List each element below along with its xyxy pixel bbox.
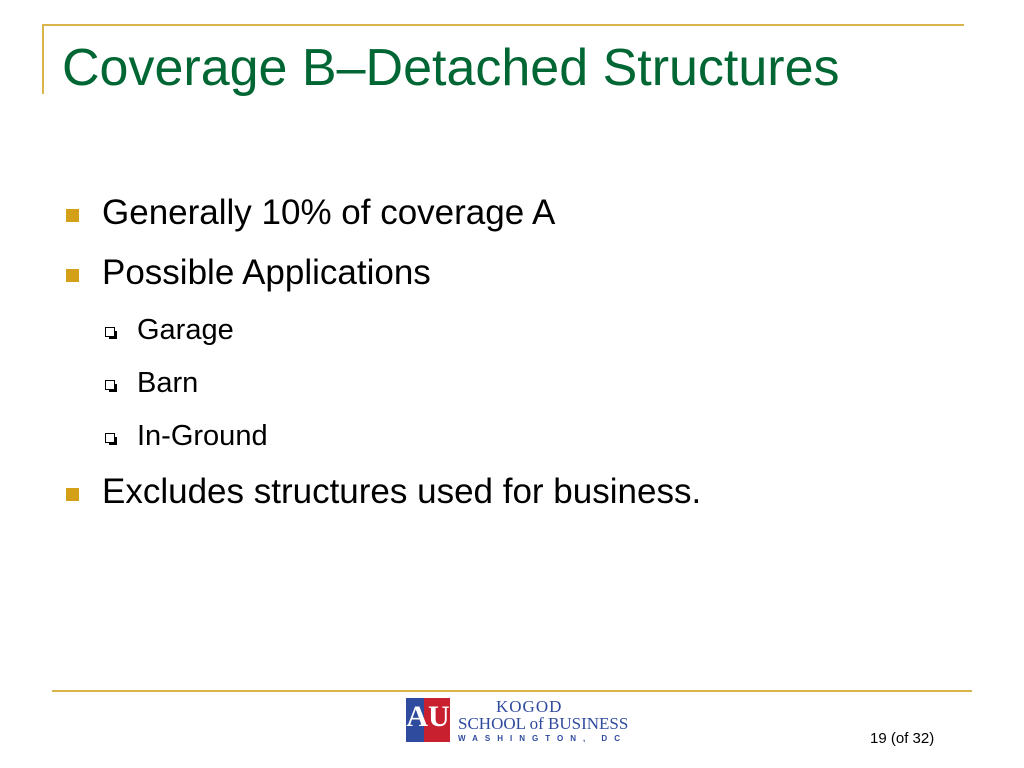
- square-bullet-icon: [66, 269, 79, 282]
- page-number: 19 (of 32): [870, 730, 935, 747]
- square-bullet-icon: [66, 488, 79, 501]
- bullet-text: Excludes structures used for business.: [102, 472, 702, 511]
- slide-title: Coverage B–Detached Structures: [62, 39, 840, 97]
- bullet-item: [62, 190, 962, 250]
- bullet-list: [62, 190, 962, 529]
- sub-bullet-text: In-Ground: [137, 420, 268, 452]
- square-bullet-icon: [66, 209, 79, 222]
- sub-bullet-text: Garage: [137, 314, 234, 346]
- hollow-square-bullet-icon: [105, 327, 115, 337]
- bullet-item: [62, 250, 962, 310]
- bullet-item: [62, 469, 962, 529]
- logo-wordmark: [458, 698, 628, 745]
- sub-bullet-item: [62, 416, 962, 469]
- hollow-square-bullet-icon: [105, 380, 115, 390]
- sub-bullet-item: [62, 363, 962, 416]
- logo-line-3: WASHINGTON, DC: [458, 734, 627, 743]
- sub-bullet-text: Barn: [137, 367, 199, 399]
- logo-line-1: KOGOD: [496, 697, 563, 716]
- hollow-square-bullet-icon: [105, 433, 115, 443]
- sub-bullet-item: [62, 310, 962, 363]
- bullet-text: Generally 10% of coverage A: [102, 193, 556, 232]
- logo-line-2: SCHOOL of BUSINESS: [458, 714, 629, 733]
- bullet-text: Possible Applications: [102, 253, 431, 292]
- au-logo-icon: [406, 698, 450, 742]
- frame-top-rule: [42, 24, 964, 26]
- kogod-logo: [402, 692, 629, 748]
- au-logo-mark: AU: [406, 700, 450, 733]
- frame-left-rule: [42, 24, 44, 94]
